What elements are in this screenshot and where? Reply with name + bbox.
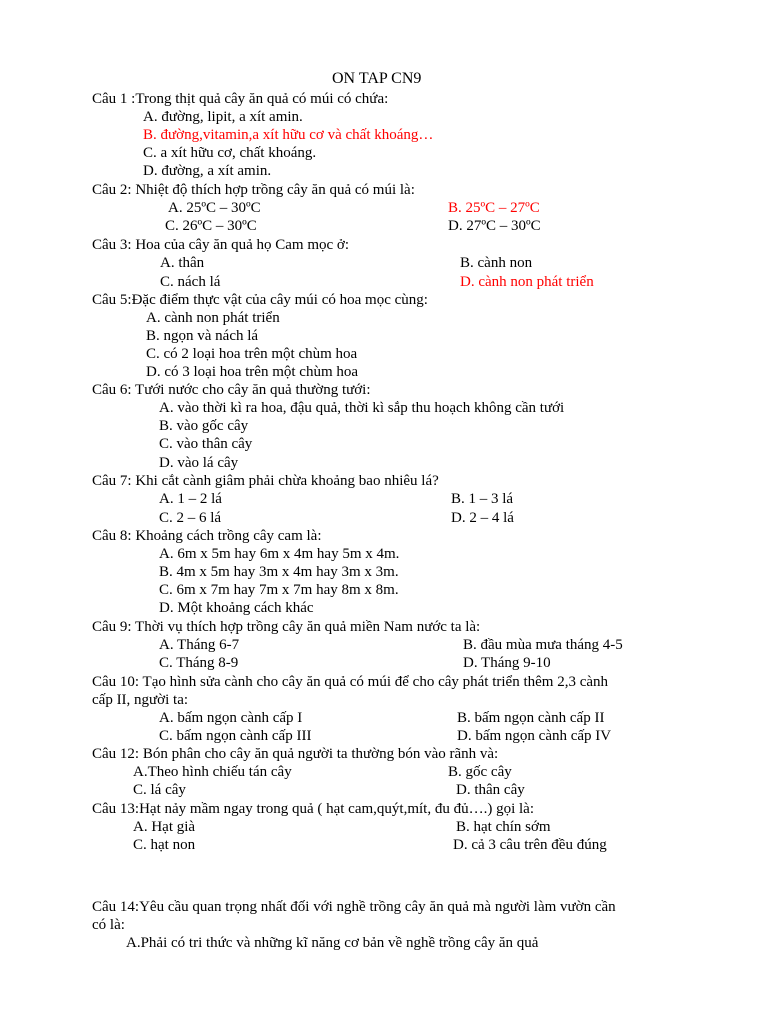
q8-option-a: A. 6m x 5m hay 6m x 4m hay 5m x 4m. xyxy=(159,546,400,562)
q7-option-d: D. 2 – 4 lá xyxy=(451,510,514,526)
page-title: ON TAP CN9 xyxy=(332,70,422,87)
q8-option-d: D. Một khoảng cách khác xyxy=(159,600,314,616)
question-8: Câu 8: Khoảng cách trồng cây cam là: xyxy=(92,528,322,544)
q7-option-b: B. 1 – 3 lá xyxy=(451,491,514,507)
q9-option-c: C. Tháng 8-9 xyxy=(159,655,239,671)
q6-option-d: D. vào lá cây xyxy=(159,455,239,471)
q6-option-b: B. vào gốc cây xyxy=(159,418,249,434)
q14-option-a: A.Phải có tri thức và những kĩ năng cơ bản về nghề trồng cây ăn quả xyxy=(126,935,539,951)
q8-option-c: C. 6m x 7m hay 7m x 7m hay 8m x 8m. xyxy=(159,582,399,598)
question-10-line-2: cấp II, người ta: xyxy=(92,692,189,708)
q10-option-b: B. bấm ngọn cành cấp II xyxy=(457,710,605,726)
q13-option-d: D. cả 3 câu trên đều đúng xyxy=(453,837,607,853)
q5-option-a: A. cành non phát triển xyxy=(146,310,280,326)
q10-option-d: D. bấm ngọn cành cấp IV xyxy=(457,728,612,744)
question-1: Câu 1 :Trong thịt quả cây ăn quả có múi có chứa: xyxy=(92,91,389,107)
q3-option-b: B. cành non xyxy=(460,255,533,271)
q6-option-c: C. vào thân cây xyxy=(159,436,253,452)
q5-option-b: B. ngọn và nách lá xyxy=(146,328,259,344)
q1-option-c: C. a xít hữu cơ, chất khoáng. xyxy=(143,145,317,161)
question-2: Câu 2: Nhiệt độ thích hợp trồng cây ăn quả có múi là: xyxy=(92,182,415,198)
q13-option-b: B. hạt chín sớm xyxy=(456,819,551,835)
q2-option-b-answer: B. 25ºC – 27ºC xyxy=(448,200,540,216)
q5-option-d: D. có 3 loại hoa trên một chùm hoa xyxy=(146,364,359,380)
q3-option-a: A. thân xyxy=(160,255,205,271)
q12-option-b: B. gốc cây xyxy=(448,764,512,780)
question-12: Câu 12: Bón phân cho cây ăn quả người ta thường bón vào rãnh và: xyxy=(92,746,499,762)
q7-option-c: C. 2 – 6 lá xyxy=(159,510,222,526)
q9-option-d: D. Tháng 9-10 xyxy=(463,655,551,671)
q12-option-a: A.Theo hình chiếu tán cây xyxy=(133,764,292,780)
q9-option-a: A. Tháng 6-7 xyxy=(159,637,240,653)
question-14-line-1: Câu 14:Yêu cầu quan trọng nhất đối với nghề trồng cây ăn quả mà người làm vườn cần xyxy=(92,899,616,915)
q1-option-d: D. đường, a xít amin. xyxy=(143,163,272,179)
q9-option-b: B. đầu mùa mưa tháng 4-5 xyxy=(463,637,623,653)
q2-option-d: D. 27ºC – 30ºC xyxy=(448,218,541,234)
q1-option-a: A. đường, lipit, a xít amin. xyxy=(143,109,303,125)
q7-option-a: A. 1 – 2 lá xyxy=(159,491,222,507)
question-7: Câu 7: Khi cắt cành giâm phải chừa khoảng bao nhiêu lá? xyxy=(92,473,439,489)
q2-option-c: C. 26ºC – 30ºC xyxy=(165,218,257,234)
q10-option-a: A. bấm ngọn cành cấp I xyxy=(159,710,303,726)
q12-option-d: D. thân cây xyxy=(456,782,525,798)
q3-option-d-answer: D. cành non phát triển xyxy=(460,274,594,290)
question-9: Câu 9: Thời vụ thích hợp trồng cây ăn quả miền Nam nước ta là: xyxy=(92,619,481,635)
q13-option-a: A. Hạt già xyxy=(133,819,196,835)
q12-option-c: C. lá cây xyxy=(133,782,186,798)
q1-option-b-answer: B. đường,vitamin,a xít hữu cơ và chất khoáng… xyxy=(143,127,434,143)
q8-option-b: B. 4m x 5m hay 3m x 4m hay 3m x 3m. xyxy=(159,564,399,580)
q5-option-c: C. có 2 loại hoa trên một chùm hoa xyxy=(146,346,358,362)
q2-option-a: A. 25ºC – 30ºC xyxy=(168,200,261,216)
q6-option-a: A. vào thời kì ra hoa, đậu quả, thời kì sắp thu hoạch không cần tưới xyxy=(159,400,565,416)
q3-option-c: C. nách lá xyxy=(160,274,221,290)
q10-option-c: C. bấm ngọn cành cấp III xyxy=(159,728,312,744)
question-5: Câu 5:Đặc điểm thực vật của cây múi có hoa mọc cùng: xyxy=(92,292,428,308)
question-13: Câu 13:Hạt nảy mầm ngay trong quả ( hạt cam,quýt,mít, đu đủ….) gọi là: xyxy=(92,801,534,817)
question-10-line-1: Câu 10: Tạo hình sửa cành cho cây ăn quả có múi để cho cây phát triển thêm 2,3 cành xyxy=(92,674,609,690)
q13-option-c: C. hạt non xyxy=(133,837,196,853)
question-3: Câu 3: Hoa của cây ăn quả họ Cam mọc ở: xyxy=(92,237,350,253)
question-6: Câu 6: Tưới nước cho cây ăn quả thường tưới: xyxy=(92,382,371,398)
question-14-line-2: có là: xyxy=(92,917,125,933)
